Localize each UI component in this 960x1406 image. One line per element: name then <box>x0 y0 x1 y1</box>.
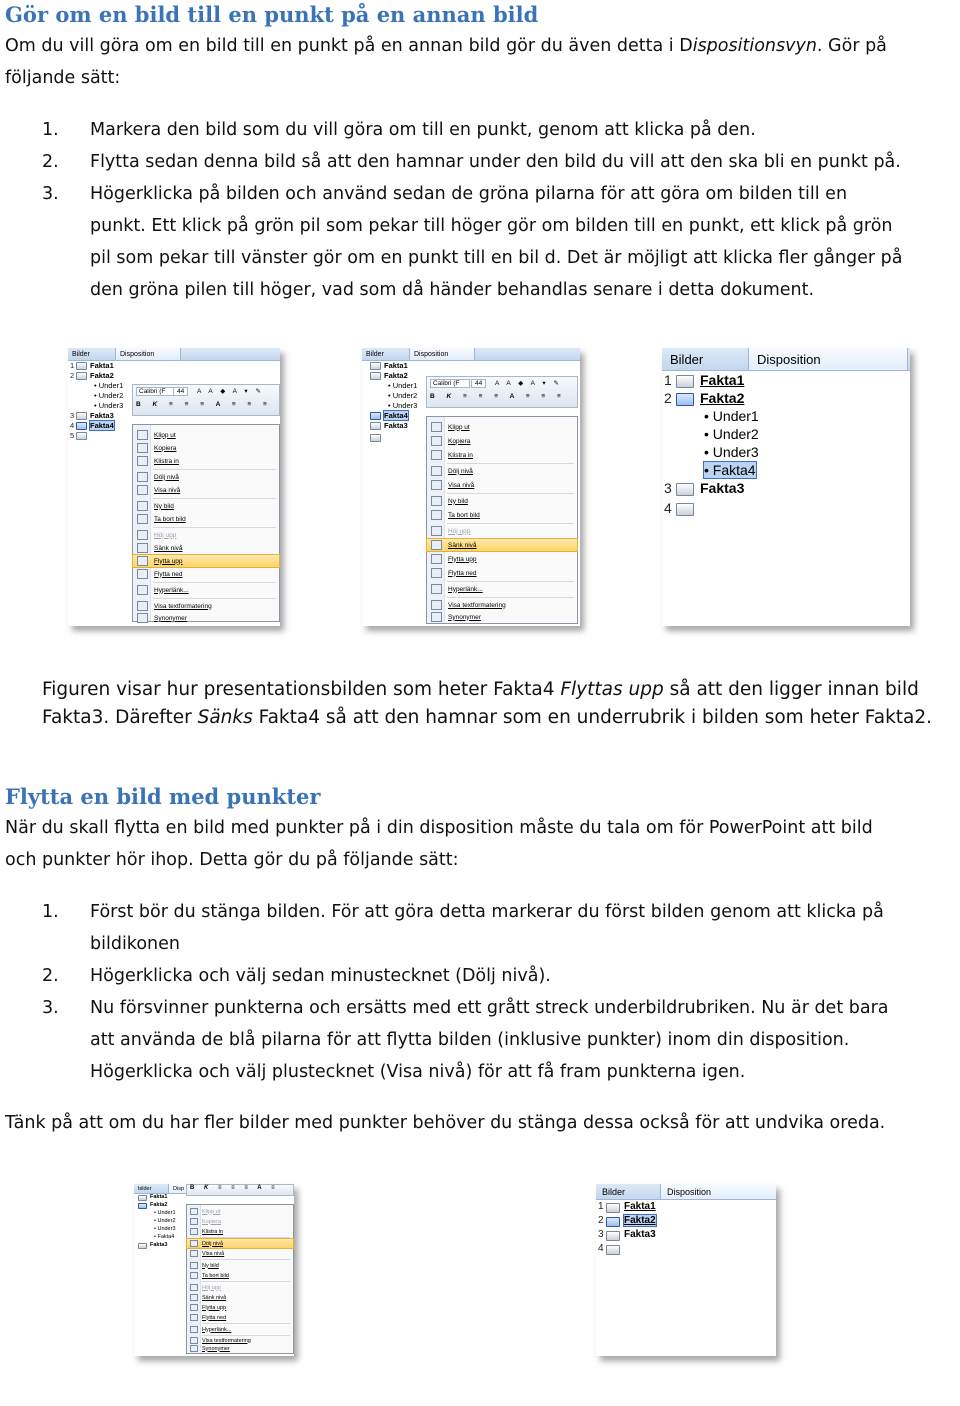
menu-item-show-formatting[interactable]: Visa textformatering <box>187 1337 293 1344</box>
menu-item-copy[interactable]: Kopiera <box>427 435 577 447</box>
menu-item-move-up[interactable]: Flytta upp <box>133 555 279 567</box>
tab-disposition: Disposition <box>115 348 181 360</box>
list-item: 3. Nu försvinner punkterna och ersätts med ett grått streck underbildrubriken. Nu är det bara att använda de blå pilarna för att flytta bilden (inklusive punkter) inom din disposition. Högerklicka och välj plustecknet (Visa nivå) för att få fram punkterna igen. <box>42 998 889 1082</box>
menu-item-collapse[interactable]: Dölj nivå <box>133 471 279 483</box>
menu-item-new-slide[interactable]: Ny bild <box>187 1261 293 1270</box>
menu-item-show-formatting[interactable]: Visa textformatering <box>133 600 279 612</box>
figure-caption: Figuren visar hur presentationsbilden som heter Fakta4 Flyttas upp så att den ligger innan bild Fakta3. Därefter Sänks Fakta4 så att den hamnar som en underrubrik i bilden som heter Fakta2. <box>42 679 933 728</box>
menu-item-promote[interactable]: Höj upp <box>133 529 279 541</box>
mini-toolbar: B K ≡ ≡ ≡ A ≡ <box>186 1184 294 1196</box>
list-item: 1. Först bör du stänga bilden. För att göra detta markerar du först bilden genom att klicka på bildikonen <box>42 902 884 954</box>
menu-item-hyperlink[interactable]: Hyperlänk... <box>187 1325 293 1334</box>
menu-item-expand[interactable]: Visa nivå <box>427 479 577 491</box>
menu-item-paste[interactable]: Klistra in <box>187 1227 293 1236</box>
closing-paragraph: Tänk på att om du har fler bilder med punkter behöver du stänga dessa också för att undvika oreda. <box>5 1113 886 1133</box>
menu-item-move-down[interactable]: Flytta ned <box>427 567 577 579</box>
mini-toolbar: Calibri (F 44 A A ◆ A ▾ ✎ B K ≡ ≡ ≡ A ≡ ≡ ≡ <box>426 376 578 408</box>
list-item: 2. Flytta sedan denna bild så att den hamnar under den bild du vill att den ska bli en punkt på. <box>42 152 901 172</box>
menu-item-collapse[interactable]: Dölj nivå <box>187 1239 293 1248</box>
tab-disposition: Disp <box>168 1184 190 1193</box>
tab-bilder: bilder <box>138 1185 152 1192</box>
list-item: 3. Högerklicka på bilden och använd sedan de gröna pilarna för att göra om bilden till en punkt. Ett klick på grön pil som pekar till höger gör om bilden till en punkt, ett klick på grön pil som pekar till vänster gör om en punkt till en bil d. Det är möjligt att klicka fler gånger på den gröna pilen till höger, vad som då händer behandlas senare i detta dokument. <box>42 184 903 300</box>
tab-disposition: Disposition <box>660 1184 776 1199</box>
menu-item-synonyms[interactable]: Synonymer <box>427 611 577 623</box>
menu-item-delete-slide[interactable]: Ta bort bild <box>187 1271 293 1280</box>
menu-item-cut[interactable]: Klipp ut <box>187 1207 293 1216</box>
menu-item-promote[interactable]: Höj upp <box>187 1283 293 1292</box>
menu-item-promote[interactable]: Höj upp <box>427 525 577 537</box>
tab-bilder: Bilder <box>366 350 384 358</box>
menu-item-cut[interactable]: Klipp ut <box>427 421 577 433</box>
context-menu <box>132 424 280 622</box>
screenshot-outline-menu-2: Bilder Disposition Fakta1 Fakta2 • Under1 • Under2 • Under3 Fakta4 Fakta3 Calibri (F 44 A A ◆ A ▾ ✎ B K ≡ ≡ ≡ A ≡ ≡ ≡ Klipp ut Kopiera Klistra in Dölj nivå Visa nivå Ny bild Ta bort bild Höj upp Sänk nivå Flytta upp Flytta ned Hyperlänk... Visa textformatering Synonymer <box>362 348 580 626</box>
menu-item-new-slide[interactable]: Ny bild <box>133 500 279 512</box>
screenshot-collapsed-outline: Bilder Disposition 1 Fakta1 2 Fakta2 3 Fakta3 4 <box>596 1184 776 1356</box>
menu-item-expand[interactable]: Visa nivå <box>133 484 279 496</box>
list-item: 1. Markera den bild som du vill göra om till en punkt, genom att klicka på den. <box>42 120 756 140</box>
menu-item-expand[interactable]: Visa nivå <box>187 1249 293 1258</box>
section1-steps <box>42 114 942 306</box>
menu-item-paste[interactable]: Klistra in <box>427 449 577 461</box>
menu-item-show-formatting[interactable]: Visa textformatering <box>427 599 577 611</box>
section1-intro: Om du vill göra om en bild till en punkt på en annan bild gör du även detta i Dispositionsvyn. Gör på följande sätt: <box>5 36 887 88</box>
menu-item-hyperlink[interactable]: Hyperlänk... <box>133 584 279 596</box>
menu-item-demote[interactable]: Sänk nivå <box>187 1293 293 1302</box>
menu-item-move-down[interactable]: Flytta ned <box>133 568 279 580</box>
screenshot-collapse-menu: bilder Disp Fakta1 Fakta2 • Under1 • Under2 • Under3 • Fakta4 Fakta3 B K ≡ ≡ ≡ A ≡ Klipp ut Kopiera Klistra in Dölj nivå Visa nivå Ny bild Ta bort bild Höj upp Sänk nivå Flytta upp Flytta ned Hyperlänk... Visa textformatering Synonymer <box>134 1184 294 1356</box>
menu-item-demote[interactable]: Sänk nivå <box>427 539 577 551</box>
menu-item-hyperlink[interactable]: Hyperlänk... <box>427 583 577 595</box>
context-menu <box>186 1204 294 1354</box>
tab-disposition: Disposition <box>748 348 908 370</box>
menu-item-synonyms[interactable]: Synonymer <box>187 1345 293 1352</box>
section-heading-convert-slide: Gör om en bild till en punkt på en annan bild <box>5 2 539 27</box>
section2-steps <box>42 896 942 1088</box>
menu-item-demote[interactable]: Sänk nivå <box>133 542 279 554</box>
tab-bilder: Bilder <box>670 351 704 367</box>
menu-item-collapse[interactable]: Dölj nivå <box>427 465 577 477</box>
menu-item-delete-slide[interactable]: Ta bort bild <box>427 509 577 521</box>
menu-item-synonyms[interactable]: Synonymer <box>133 613 279 623</box>
section2-intro: När du skall flytta en bild med punkter på i din disposition måste du tala om för PowerPoint att bild och punkter hör ihop. Detta gör du på följande sätt: <box>5 818 873 870</box>
mini-toolbar: Calibri (F 44 A A ◆ A ▾ ✎ B K ≡ ≡ ≡ A ≡ ≡ ≡ <box>132 384 280 416</box>
screenshot-outline-menu-1: Bilder Disposition 1 Fakta1 2 Fakta2 • Under1 • Under2 • Under3 3 Fakta3 4 Fakta4 5 Calibri (F 44 A A ◆ A ▾ ✎ B K ≡ ≡ ≡ A ≡ ≡ ≡ Klipp ut Kopiera Klistra in Dölj nivå Visa nivå Ny bild Ta bort bild Höj upp Sänk nivå Flytta upp Flytta ned Hyperlänk... Visa textformatering Synonymer <box>68 348 280 626</box>
tab-bilder: Bilder <box>602 1186 626 1197</box>
screenshot-outline-zoomed: Bilder Disposition 1 Fakta1 2 Fakta2 • Under1 • Under2 • Under3 • Fakta4 3 Fakta3 4 <box>662 348 910 626</box>
menu-item-move-down[interactable]: Flytta ned <box>187 1313 293 1322</box>
section-heading-move-slide: Flytta en bild med punkter <box>5 784 321 809</box>
menu-item-paste[interactable]: Klistra in <box>133 455 279 467</box>
context-menu <box>426 416 578 624</box>
menu-item-move-up[interactable]: Flytta upp <box>187 1303 293 1312</box>
menu-item-delete-slide[interactable]: Ta bort bild <box>133 513 279 525</box>
menu-item-copy[interactable]: Kopiera <box>133 442 279 454</box>
menu-item-move-up[interactable]: Flytta upp <box>427 553 577 565</box>
menu-item-new-slide[interactable]: Ny bild <box>427 495 577 507</box>
menu-item-cut[interactable]: Klipp ut <box>133 429 279 441</box>
tab-disposition: Disposition <box>409 348 475 360</box>
tab-bilder: Bilder <box>72 350 90 358</box>
list-item: 2. Högerklicka och välj sedan minustecknet (Dölj nivå). <box>42 966 551 986</box>
menu-item-copy[interactable]: Kopiera <box>187 1217 293 1226</box>
